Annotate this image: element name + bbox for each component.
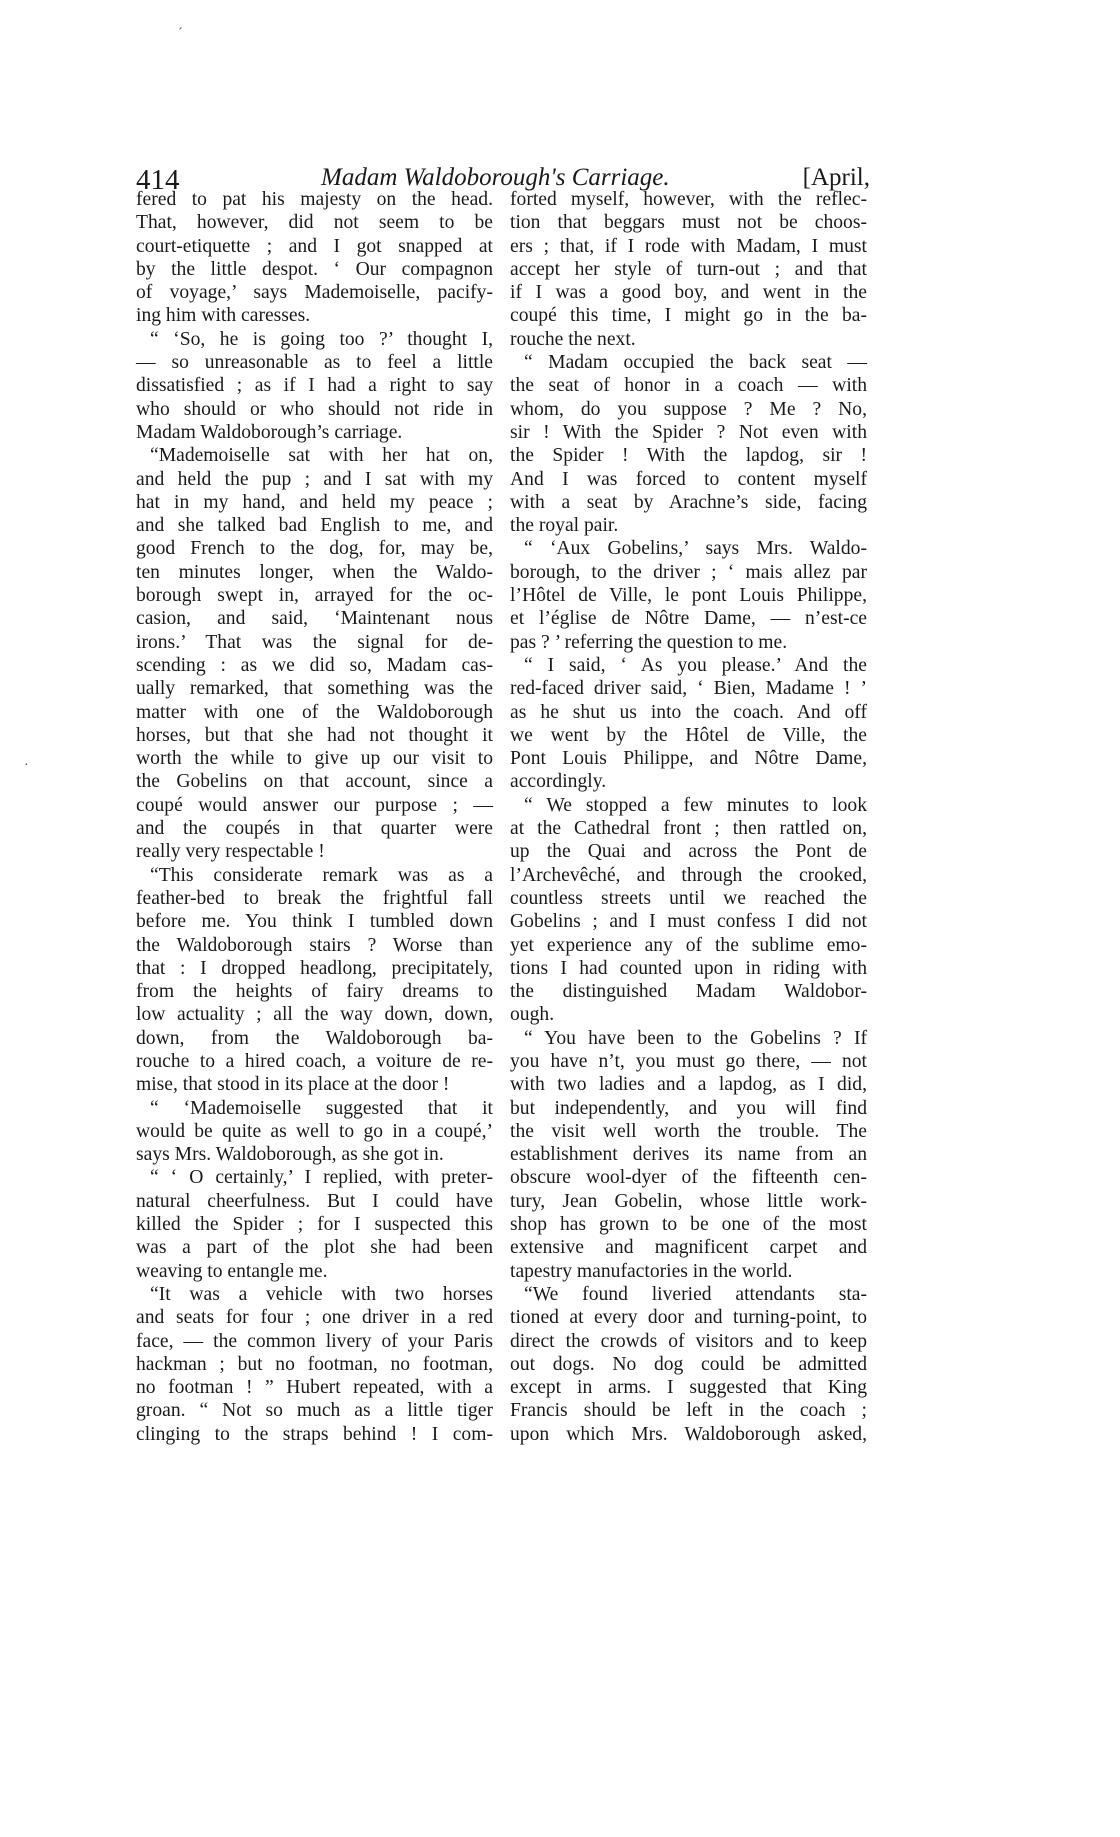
text-line: And I was forced to content myself	[510, 468, 867, 490]
text-line: low actuality ; all the way down, down,	[136, 1004, 493, 1026]
text-line: natural cheerfulness. But I could have	[136, 1190, 493, 1212]
text-line: et l’église de Nôtre Dame, — n’est-ce	[510, 608, 867, 630]
text-line: we went by the Hôtel de Ville, the	[510, 724, 867, 746]
text-line: tury, Jean Gobelin, whose little work-	[510, 1190, 867, 1212]
text-line: tion that beggars must not be choos-	[510, 212, 867, 234]
text-line: except in arms. I suggested that King	[510, 1377, 867, 1399]
text-line: dissatisfied ; as if I had a right to say	[136, 375, 493, 397]
text-line: tapestry manufactories in the world.	[510, 1260, 793, 1282]
text-line: matter with one of the Waldoborough	[136, 701, 493, 723]
right-column	[510, 188, 867, 1446]
text-line: with a seat by Arachne’s side, facing	[510, 491, 867, 513]
text-line: horses, but that she had not thought it	[136, 724, 493, 746]
text-line: “ We stopped a few minutes to look	[524, 794, 867, 816]
text-line: whom, do you suppose ? Me ? No,	[510, 398, 867, 420]
running-title: Madam Waldoborough's Carriage.	[321, 164, 670, 191]
text-line: “ I said, ‘ As you please.’ And the	[524, 654, 867, 676]
text-line: extensive and magnificent carpet and	[510, 1237, 867, 1259]
text-line: ers ; that, if I rode with Madam, I must	[510, 235, 867, 257]
text-line: down, from the Waldoborough ba-	[136, 1027, 493, 1049]
text-line: rouche to a hired coach, a voiture de re-	[136, 1050, 493, 1072]
text-line: sir ! With the Spider ? Not even with	[510, 421, 867, 443]
text-line: Francis should be left in the coach ;	[510, 1400, 867, 1422]
scan-speck: ·	[24, 758, 29, 773]
text-line: clinging to the straps behind ! I com-	[136, 1423, 493, 1445]
text-line: and the coupés in that quarter were	[136, 818, 493, 840]
text-line: good French to the dog, for, may be,	[136, 538, 493, 560]
text-line: red-faced driver said, ‘ Bien, Madame ! ’	[510, 678, 867, 700]
text-line: mise, that stood in its place at the door !	[136, 1074, 450, 1096]
page-number: 414	[136, 164, 180, 196]
text-line: scending : as we did so, Madam cas-	[136, 654, 493, 676]
text-line: “This considerate remark was as a	[150, 864, 493, 886]
text-line: face, — the common livery of your Paris	[136, 1330, 493, 1352]
text-line: l’Archevêché, and through the crooked,	[510, 864, 867, 886]
text-line: and she talked bad English to me, and	[136, 515, 493, 537]
issue-month: [April,	[802, 164, 870, 191]
text-line: borough, to the driver ; ‘ mais allez par	[510, 561, 867, 583]
text-line: the Waldoborough stairs ? Worse than	[136, 934, 493, 956]
text-line: irons.’ That was the signal for de-	[136, 631, 493, 653]
text-line: That, however, did not seem to be	[136, 212, 493, 234]
text-line: that : I dropped headlong, precipitately,	[136, 957, 493, 979]
text-line: Pont Louis Philippe, and Nôtre Dame,	[510, 748, 867, 770]
text-line: “We found liveried attendants sta-	[524, 1283, 867, 1305]
text-line: out dogs. No dog could be admitted	[510, 1353, 867, 1375]
text-line: “ ‘ O certainly,’ I replied, with preter-	[150, 1167, 493, 1189]
text-line: fered to pat his majesty on the head.	[136, 189, 493, 210]
text-line: ough.	[510, 1004, 555, 1026]
text-line: yet experience any of the sublime emo-	[510, 934, 867, 956]
text-line: up the Quai and across the Pont de	[510, 841, 867, 863]
text-line: the seat of honor in a coach — with	[510, 375, 867, 397]
text-line: as he shut us into the coach. And off	[510, 701, 867, 723]
text-line: no footman ! ” Hubert repeated, with a	[136, 1377, 493, 1399]
text-line: ually remarked, that something was the	[136, 678, 493, 700]
text-line: “ ‘So, he is going too ?’ thought I,	[150, 328, 493, 350]
text-line: hat in my hand, and held my peace ;	[136, 491, 493, 513]
text-line: “ ‘Mademoiselle suggested that it	[150, 1097, 493, 1119]
text-line: would be quite as well to go in a coupé,’	[136, 1120, 493, 1142]
text-line: from the heights of fairy dreams to	[136, 981, 493, 1003]
text-line: Gobelins ; and I must confess I did not	[510, 911, 867, 933]
text-line: borough swept in, arrayed for the oc-	[136, 585, 493, 607]
text-line: the distinguished Madam Waldobor-	[510, 981, 867, 1003]
text-line: — so unreasonable as to feel a little	[136, 352, 493, 374]
text-line: was a part of the plot she had been	[136, 1237, 493, 1259]
text-line: tions I had counted upon in riding with	[510, 957, 867, 979]
text-line: with two ladies and a lapdog, as I did,	[510, 1074, 867, 1096]
text-line: “ Madam occupied the back seat —	[524, 352, 867, 374]
text-line: but independently, and you will find	[510, 1097, 867, 1119]
text-line: really very respectable !	[136, 841, 325, 863]
text-line: says Mrs. Waldoborough, as she got in.	[136, 1144, 444, 1166]
text-line: worth the while to give up our visit to	[136, 748, 493, 770]
text-line: shop has grown to be one of the most	[510, 1214, 867, 1236]
text-line: forted myself, however, with the reflec-	[510, 189, 867, 210]
text-line: ing him with caresses.	[136, 305, 311, 327]
left-column	[136, 188, 493, 1446]
text-line: coupé would answer our purpose ; —	[136, 794, 493, 816]
text-line: casion, and said, ‘Maintenant nous	[136, 608, 493, 630]
text-line: countless streets until we reached the	[510, 887, 867, 909]
text-line: the Spider ! With the lapdog, sir !	[510, 445, 867, 467]
text-line: hackman ; but no footman, no footman,	[136, 1353, 493, 1375]
text-line: the royal pair.	[510, 515, 619, 537]
text-line: tioned at every door and turning-point, to	[510, 1307, 867, 1329]
text-line: before me. You think I tumbled down	[136, 911, 493, 933]
text-line: rouche the next.	[510, 328, 636, 350]
text-line: coupé this time, I might go in the ba-	[510, 305, 867, 327]
text-line: of voyage,’ says Mademoiselle, pacify-	[136, 282, 493, 304]
text-line: groan. “ Not so much as a little tiger	[136, 1400, 493, 1422]
text-line: obscure wool-dyer of the fifteenth cen-	[510, 1167, 867, 1189]
scan-speck: ˊ	[178, 26, 183, 41]
text-line: and seats for four ; one driver in a red	[136, 1307, 493, 1329]
text-line: the visit well worth the trouble. The	[510, 1120, 867, 1142]
text-line: killed the Spider ; for I suspected this	[136, 1214, 493, 1236]
text-line: “It was a vehicle with two horses	[150, 1283, 493, 1305]
text-line: accordingly.	[510, 771, 607, 793]
text-line: weaving to entangle me.	[136, 1260, 328, 1282]
text-line: “ You have been to the Gobelins ? If	[524, 1027, 867, 1049]
text-line: pas ? ’ referring the question to me.	[510, 631, 788, 653]
text-line: you have n’t, you must go there, — not	[510, 1050, 867, 1072]
text-line: l’Hôtel de Ville, le pont Louis Philippe,	[510, 585, 867, 607]
text-line: ten minutes longer, when the Waldo-	[136, 561, 493, 583]
text-line: court-etiquette ; and I got snapped at	[136, 235, 493, 257]
text-line: establishment derives its name from an	[510, 1144, 867, 1166]
text-line: if I was a good boy, and went in the	[510, 282, 867, 304]
text-line: and held the pup ; and I sat with my	[136, 468, 493, 490]
text-line: direct the crowds of visitors and to keep	[510, 1330, 867, 1352]
text-line: “ ‘Aux Gobelins,’ says Mrs. Waldo-	[524, 538, 867, 560]
text-line: at the Cathedral front ; then rattled on,	[510, 818, 867, 840]
text-line: accept her style of turn-out ; and that	[510, 258, 867, 280]
text-line: Madam Waldoborough’s carriage.	[136, 421, 403, 443]
text-line: who should or who should not ride in	[136, 398, 493, 420]
text-line: feather-bed to break the frightful fall	[136, 887, 493, 909]
text-line: the Gobelins on that account, since a	[136, 771, 493, 793]
text-line: “Mademoiselle sat with her hat on,	[150, 445, 493, 467]
text-line: upon which Mrs. Waldoborough asked,	[510, 1423, 867, 1445]
text-line: by the little despot. ‘ Our compagnon	[136, 258, 493, 280]
